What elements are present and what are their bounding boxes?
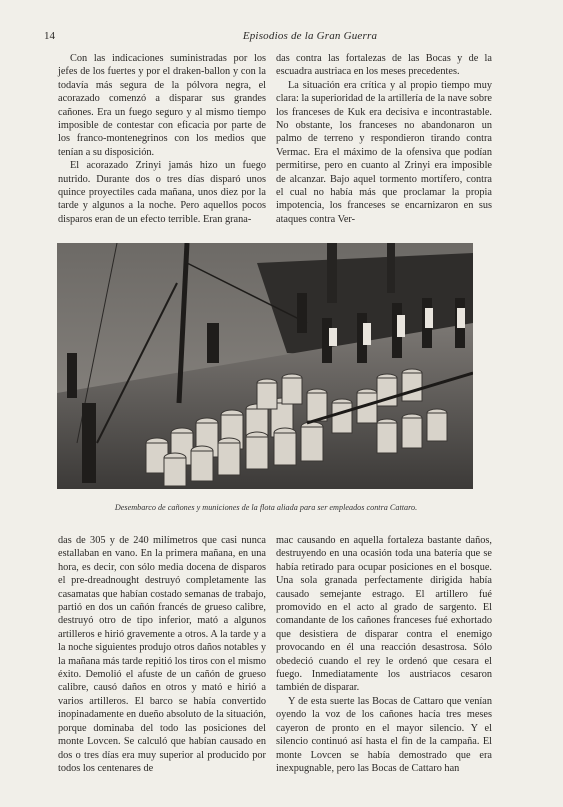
page-number: 14	[44, 30, 55, 42]
paragraph: mac causando en aquella fortaleza bastante daños, destruyendo en una ocasión toda una batería que se había retirado para ocupar posiciones en el bosque. Una sola granada perfectamente dirigida había causado semejante estrago. El artillero fué promovido en el acto al grado de sargento. El comandante de los cañones franceses fué exhortado que desistiera de disparar contra el enemigo provocando en él una reacción desastrosa. Sólo obedeció cuando el rey le ordenó que cesara el fuego. Inmediatamente los austriacos cesaron también de disparar.	[276, 535, 492, 694]
paragraph: das contra las fortalezas de las Bocas y de la escuadra austriaca en los meses precedentes.	[276, 53, 492, 78]
bottom-right-column	[276, 534, 492, 775]
running-title: Episodios de la Gran Guerra	[242, 30, 378, 42]
paragraph: das de 305 y de 240 milímetros que casi nunca estallaban en vano. En la primera mañana, en una hora, es decir, con sólo media docena de disparos el pre-dreadnought destruyó completamente las casamatas que habían costado semanas de trabajo, partió en dos un cañón francés de grueso calibre, destruyó otro de tipo inferior, mató a algunos artilleros e hirió gravemente a otros. A la tarde y a la noche siguientes produjo otros daños notables y la mañana más tarde repitió los tiros con el mismo éxito. Demolió el afuste de un cañón de grueso calibre, causó daños en otros y mató e hirió a varios artilleros. El barco se había convertido inopinadamente en dueño absoluto de la situación, porque dominaba del todo las posiciones del monte Lovcen. Se calculó que habían causado en dos o tres días era muy superior al producido por todos los centenares de	[58, 535, 266, 774]
bottom-left-column	[58, 534, 266, 775]
top-right-column	[276, 52, 492, 226]
photograph-unloading-munitions	[57, 243, 473, 489]
photo-illustration	[57, 243, 473, 489]
top-left-column	[58, 52, 266, 226]
paragraph: La situación era crítica y al propio tiempo muy clara: la superioridad de la artillería de la nave sobre los franceses de Kuk era decisiva e incontrastable. No obstante, los franceses no abandonaron un palmo de terreno y respondieron tirando contra Vermac. Era el máximo de la ofensiva que podían permitirse, pero en cuanto al Zrinyi era imposible de alcanzar. Bajo aquel tormento mortífero, contra el cual no había más que proclamar la propia impotencia, los franceses se encarnizaron en sus ataques contra Ver-	[276, 79, 492, 225]
paragraph: El acorazado Zrinyi jamás hizo un fuego nutrido. Durante dos o tres días disparó unos quince proyectiles cada mañana, unos diez por la tarde y algunos a la noche. Pero aquellos pocos disparos eran de un efecto terrible. Eran grana-	[58, 160, 266, 225]
figure-caption: Desembarco de cañones y municiones de la flota aliada para ser empleados contra Cattaro.	[114, 503, 418, 512]
paragraph: Con las indicaciones suministradas por los jefes de los fuertes y por el draken-ballon y con la todavía más segura de la pólvora negra, el acorazado comenzó a disparar sus grandes cañones. Era un fuego seguro y al mismo tiempo imposible de contestar con eficacia por parte de los franco-montenegrinos con los medios que tenían a su disposición.	[58, 53, 266, 158]
paragraph: Y de esta suerte las Bocas de Cattaro que venían oyendo la voz de los cañones hacía tres meses cayeron de pronto en el mayor silencio. Y el silencio continuó así hasta el fin de la campaña. El monte Lovcen se había demostrado que era inexpugnable, pero las Bocas de Cattaro han	[276, 695, 492, 774]
